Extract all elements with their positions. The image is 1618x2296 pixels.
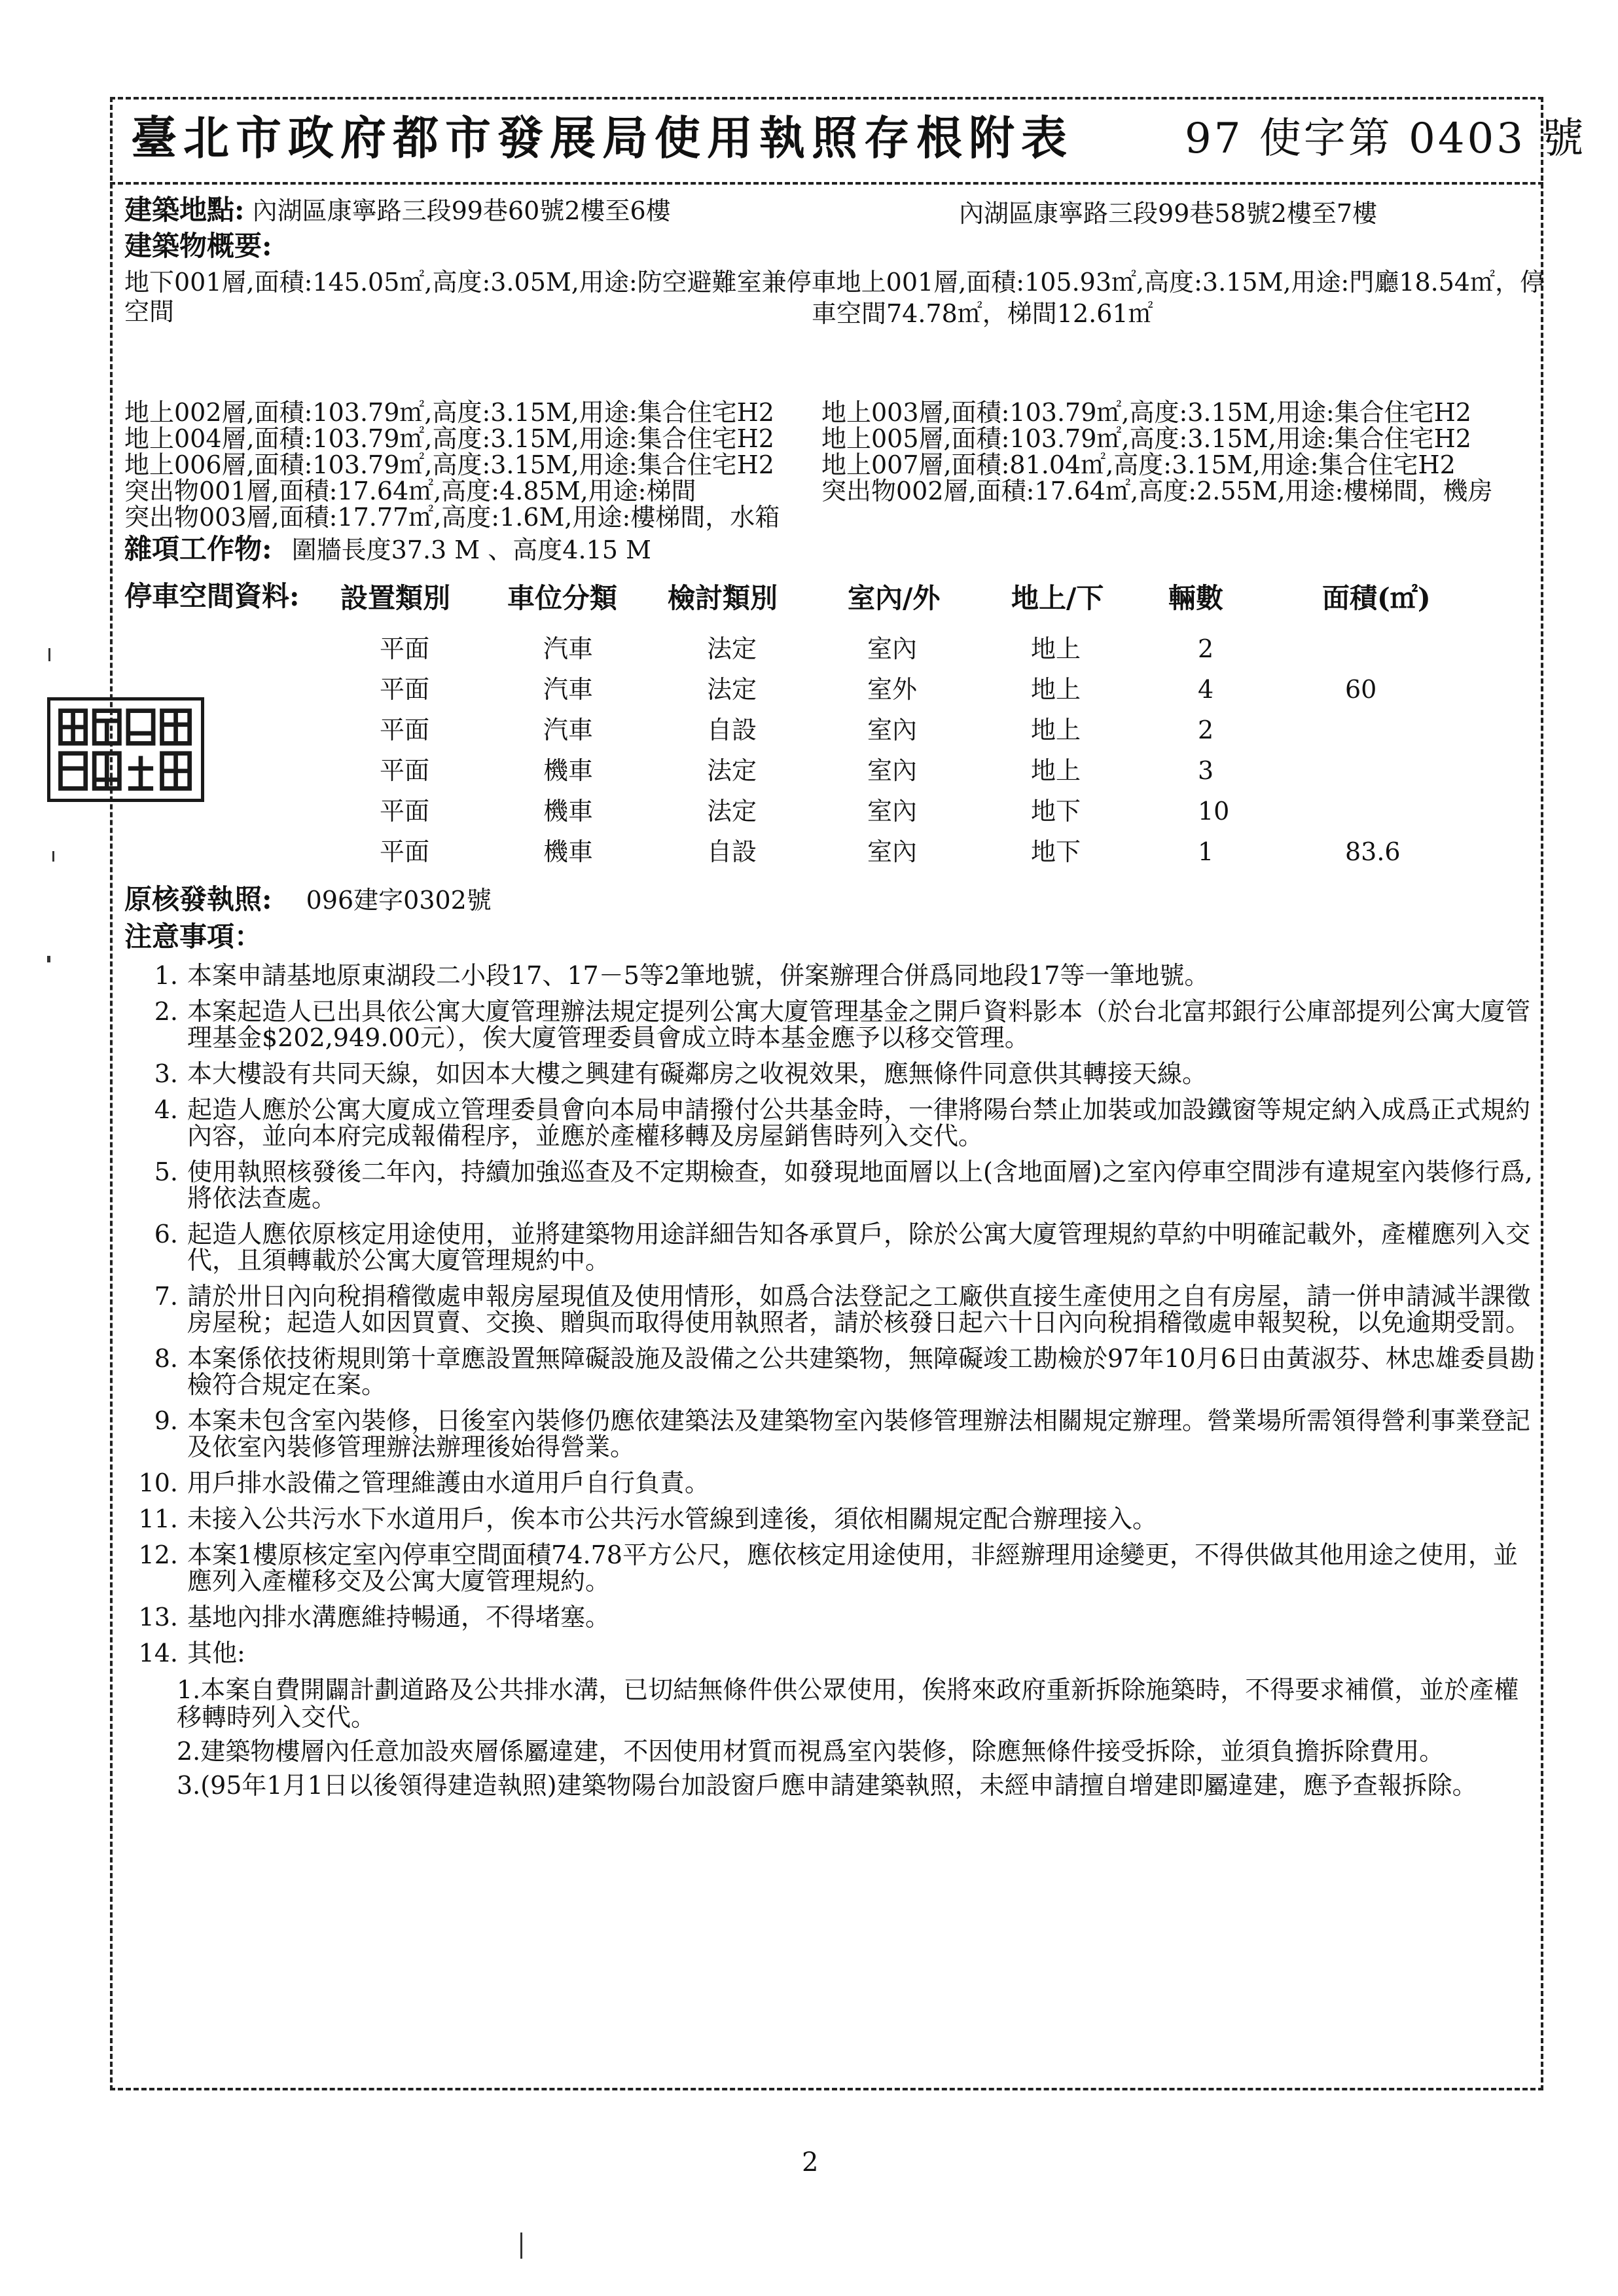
parking-cell: 83.6 (1345, 837, 1401, 866)
note-item (131, 1604, 1538, 1630)
parking-cell: 機車 (543, 837, 594, 866)
parking-header-cell: 面積(㎡) (1322, 582, 1431, 614)
parking-cell: 2 (1198, 634, 1214, 663)
note-item (131, 1506, 1538, 1532)
parking-cell: 60 (1345, 675, 1377, 704)
parking-cell: 平面 (380, 837, 430, 866)
notes-list (131, 962, 1538, 1799)
note-sub-item: 3.(95年1月1日以後領得建造執照)建築物陽台加設窗戶應申請建築執照，未經申請擅自增建即屬違建，應予查報拆除。 (177, 1771, 1477, 1800)
seal-glyphs (56, 706, 196, 793)
floors-left (124, 399, 780, 530)
parking-cell: 法定 (707, 675, 757, 704)
note-item (131, 1470, 1538, 1496)
note-text: 本案1樓原核定室內停車空間面積74.78平方公尺，應依核定用途使用，非經辦理用途變更，不得供做其他用途之使用，並應列入產權移交及公寓大廈管理規約。 (187, 1540, 1518, 1595)
note-sub-item: 2.建築物樓層內任意加設夾層係屬違建，不因使用材質而視爲室內裝修，除應無條件接受拆除，並須負擔拆除費用。 (177, 1737, 1445, 1766)
parking-cell: 4 (1198, 675, 1214, 704)
parking-cell: 平面 (380, 675, 430, 704)
floor-item: 地上004層,面積:103.79㎡,高度:3.15M,用途:集合住宅H2 (124, 424, 774, 453)
parking-cell: 地下 (1031, 797, 1081, 826)
parking-cell: 平面 (380, 756, 430, 785)
parking-cell: 地下 (1031, 837, 1081, 866)
parking-cell: 自設 (707, 716, 757, 744)
note-item (131, 998, 1538, 1051)
parking-cell: 地上 (1031, 716, 1081, 744)
note-text: 基地內排水溝應維持暢通，不得堵塞。 (187, 1603, 611, 1631)
parking-cell: 汽車 (543, 675, 594, 704)
floor-item: 突出物001層,面積:17.64㎡,高度:4.85M,用途:梯間 (124, 477, 696, 505)
official-seal (47, 697, 204, 802)
parking-cell: 自設 (707, 837, 757, 866)
parking-header-cell: 檢討類別 (668, 582, 778, 614)
note-item (131, 1159, 1538, 1211)
parking-cell: 機車 (543, 797, 594, 826)
parking-cell: 法定 (707, 797, 757, 826)
scan-mark (48, 648, 50, 661)
note-number: 12. (138, 1540, 178, 1569)
basement-line: 地下001層,面積:145.05㎡,高度:3.05M,用途:防空避難室兼停車地上001層,面積:105.93㎡,高度:3.15M,用途:門廳18.54㎡，停 (124, 268, 1545, 297)
parking-cell: 室內 (867, 837, 918, 866)
note-item (131, 1640, 1538, 1666)
header-divider (110, 182, 1543, 185)
floor-item: 地上002層,面積:103.79㎡,高度:3.15M,用途:集合住宅H2 (124, 398, 774, 427)
note-number: 13. (138, 1603, 178, 1631)
note-text: 其他: (187, 1639, 245, 1667)
misc-label: 雜項工作物: (124, 533, 272, 565)
page-number: 2 (802, 2147, 819, 2178)
parking-header-cell: 車位分類 (507, 582, 618, 614)
note-number: 11. (138, 1504, 178, 1533)
note-text: 未接入公共污水下水道用戶，俟本市公共污水管線到達後，須依相關規定配合辦理接入。 (187, 1504, 1158, 1533)
note-number: 2. (154, 997, 178, 1026)
original-license-row (124, 883, 492, 915)
note-number: 1. (154, 961, 178, 990)
note-number: 3. (154, 1059, 178, 1088)
site-label: 建築地點: (124, 194, 245, 226)
notes-label: 注意事項： (124, 920, 262, 953)
parking-header-cell: 設置類別 (340, 582, 451, 614)
misc-row (124, 533, 651, 565)
parking-cell: 1 (1198, 837, 1214, 866)
note-item (131, 962, 1538, 989)
floor-item: 突出物003層,面積:17.77㎡,高度:1.6M,用途:樓梯間，水箱 (124, 503, 780, 532)
note-number: 8. (154, 1344, 178, 1373)
scan-mark (520, 2232, 522, 2259)
parking-cell: 機車 (543, 756, 594, 785)
parking-cell: 室外 (867, 675, 918, 704)
parking-cell: 法定 (707, 634, 757, 663)
note-number: 14. (138, 1639, 178, 1667)
note-item (131, 1345, 1538, 1398)
site-row (124, 196, 671, 225)
note-number: 9. (154, 1406, 178, 1435)
note-item (131, 1097, 1538, 1149)
note-text: 本大樓設有共同天線，如因本大樓之興建有礙鄰房之收視效果，應無條件同意供其轉接天線。 (187, 1059, 1208, 1088)
floor-item: 突出物002層,面積:17.64㎡,高度:2.55M,用途:樓梯間，機房 (821, 477, 1493, 505)
note-number: 5. (154, 1157, 178, 1186)
parking-cell: 3 (1198, 756, 1214, 785)
overview-label: 建築物概要: (124, 230, 272, 262)
note-number: 4. (154, 1095, 178, 1124)
parking-cell: 地上 (1031, 756, 1081, 785)
parking-cell: 室內 (867, 634, 918, 663)
parking-label: 停車空間資料: (124, 580, 300, 612)
parking-cell: 法定 (707, 756, 757, 785)
parking-cell: 室內 (867, 716, 918, 744)
note-item (131, 1221, 1538, 1273)
original-license-value: 096建字0302號 (306, 886, 492, 915)
parking-cell: 2 (1198, 716, 1214, 744)
parking-cell: 平面 (380, 634, 430, 663)
floor-item: 地上006層,面積:103.79㎡,高度:3.15M,用途:集合住宅H2 (124, 450, 774, 479)
note-number: 10. (138, 1468, 178, 1497)
basement-line-2: 空間 (124, 297, 175, 326)
note-item (131, 1283, 1538, 1336)
parking-header-cell: 輛數 (1168, 582, 1224, 614)
parking-cell: 室內 (867, 756, 918, 785)
note-text: 請於卅日內向稅捐稽徵處申報房屋現值及使用情形，如爲合法登記之工廠供直接生產使用之自有房屋，請一併申請減半課徵房屋稅；起造人如因買賣、交換、贈與而取得使用執照者，請於核發日起六十日內向稅捐稽徵處申報契稅，以免逾期受罰。 (187, 1282, 1531, 1337)
note-text: 本案未包含室內裝修，日後室內裝修仍應依建築法及建築物室內裝修管理辦法相關規定辦理。營業場所需領得營利事業登記及依室內裝修管理辦法辦理後始得營業。 (187, 1406, 1531, 1461)
note-number: 6. (154, 1220, 178, 1248)
parking-cell: 汽車 (543, 716, 594, 744)
parking-cell: 地上 (1031, 675, 1081, 704)
permit-number: 97 使字第 0403 號 (1185, 115, 1587, 163)
site-address-1: 內湖區康寧路三段99巷60號2樓至6樓 (252, 196, 671, 225)
parking-cell: 平面 (380, 797, 430, 826)
parking-cell: 汽車 (543, 634, 594, 663)
parking-cell: 10 (1198, 797, 1230, 826)
misc-value: 圍牆長度37.3 M 、高度4.15 M (291, 536, 651, 564)
note-text: 起造人應於公寓大廈成立管理委員會向本局申請撥付公共基金時，一律將陽台禁止加裝或加設鐵窗等規定納入成爲正式規約內容，並向本府完成報備程序，並應於產權移轉及房屋銷售時列入交代。 (187, 1095, 1531, 1150)
note-number: 7. (154, 1282, 178, 1311)
note-text: 本案申請基地原東湖段二小段17、17－5等2筆地號，併案辦理合併爲同地段17等一筆地號。 (187, 961, 1210, 990)
scan-mark (52, 851, 54, 862)
note-item (131, 1408, 1538, 1460)
note-sub-item: 1.本案自費開闢計劃道路及公共排水溝，已切結無條件供公眾使用，俟將來政府重新拆除施築時，不得要求補償，並於產權移轉時列入交代。 (177, 1675, 1519, 1732)
floor-item: 地上005層,面積:103.79㎡,高度:3.15M,用途:集合住宅H2 (821, 424, 1471, 453)
scan-mark (47, 956, 50, 962)
parking-header-cell: 室內/外 (848, 582, 941, 614)
original-license-label: 原核發執照: (124, 883, 272, 915)
document-title: 臺北市政府都市發展局使用執照存根附表 (131, 111, 1073, 165)
site-address-2: 內湖區康寧路三段99巷58號2樓至7樓 (959, 199, 1378, 228)
ground-floor-line-2: 車空間74.78㎡，梯間12.61㎡ (812, 299, 1153, 328)
note-text: 本案係依技術規則第十章應設置無障礙設施及設備之公共建築物，無障礙竣工勘檢於97年10月6日由黃淑芬、林忠雄委員勘檢符合規定在案。 (187, 1344, 1535, 1399)
parking-cell: 平面 (380, 716, 430, 744)
floors-right (821, 399, 1492, 504)
floor-item: 地上007層,面積:81.04㎡,高度:3.15M,用途:集合住宅H2 (821, 450, 1456, 479)
note-text: 本案起造人已出具依公寓大廈管理辦法規定提列公寓大廈管理基金之開戶資料影本（於台北富邦銀行公庫部提列公寓大廈管理基金$202,949.00元），俟大廈管理委員會成立時本基金應予以移交管理。 (187, 997, 1531, 1052)
note-text: 用戶排水設備之管理維護由水道用戶自行負責。 (187, 1468, 710, 1497)
note-text: 使用執照核發後二年內，持續加強巡查及不定期檢查，如發現地面層以上(含地面層)之室內停車空間涉有違規室內裝修行爲,將依法查處。 (187, 1157, 1533, 1212)
note-text: 起造人應依原核定用途使用，並將建築物用途詳細告知各承買戶，除於公寓大廈管理規約草約中明確記載外，產權應列入交代，且須轉載於公寓大廈管理規約中。 (187, 1220, 1531, 1275)
parking-cell: 室內 (867, 797, 918, 826)
parking-cell: 地上 (1031, 634, 1081, 663)
parking-header-cell: 地上/下 (1011, 582, 1104, 614)
note-item (131, 1061, 1538, 1087)
note-item (131, 1542, 1538, 1594)
floor-item: 地上003層,面積:103.79㎡,高度:3.15M,用途:集合住宅H2 (821, 398, 1471, 427)
